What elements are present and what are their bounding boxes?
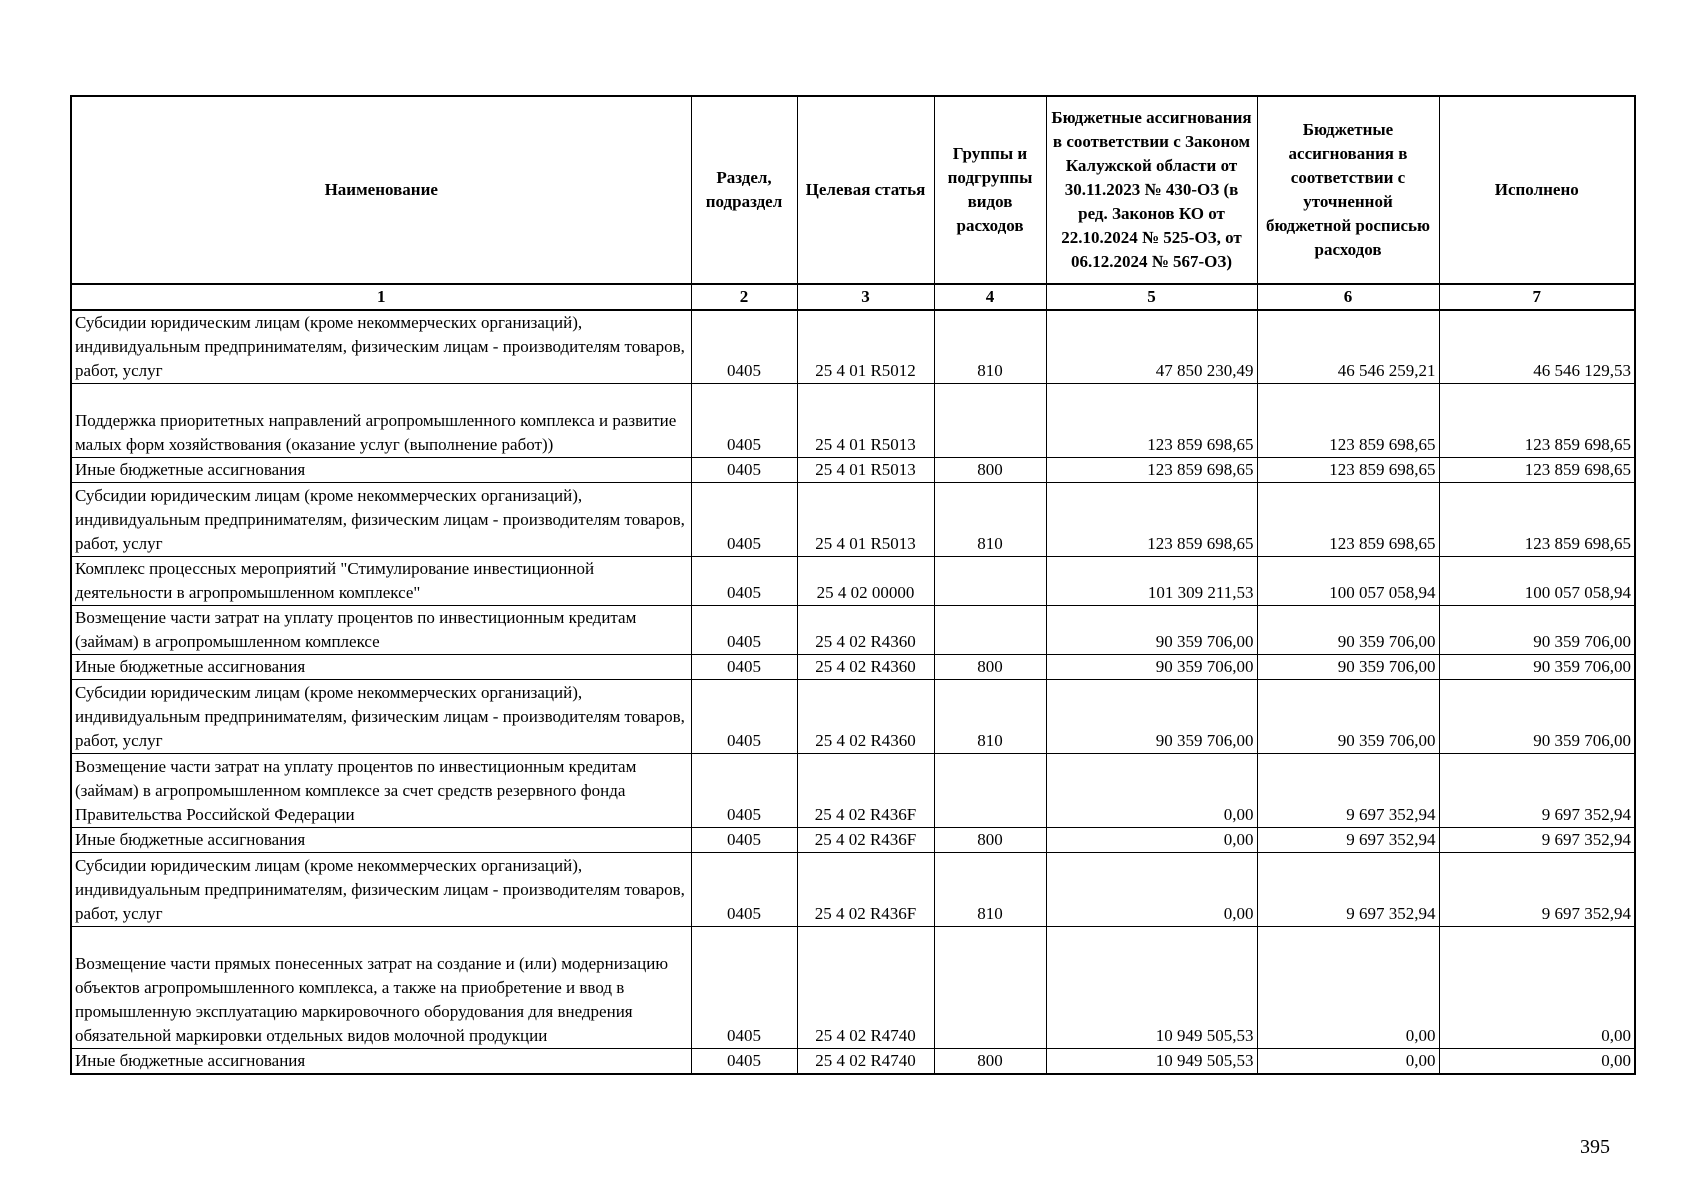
row-plan-amount: 0,00 bbox=[1257, 927, 1439, 1049]
row-law-amount: 47 850 230,49 bbox=[1046, 310, 1257, 384]
table-row bbox=[71, 828, 1635, 853]
row-article: 25 4 02 R4360 bbox=[797, 680, 934, 754]
row-section: 0405 bbox=[691, 1049, 797, 1075]
header-section: Раздел, подраздел bbox=[691, 96, 797, 284]
row-group: 800 bbox=[934, 458, 1046, 483]
row-law-amount: 90 359 706,00 bbox=[1046, 680, 1257, 754]
row-group: 800 bbox=[934, 1049, 1046, 1075]
row-name: Возмещение части затрат на уплату процентов по инвестиционным кредитам (займам) в агропромышленном комплексе bbox=[71, 606, 691, 655]
row-done-amount: 0,00 bbox=[1439, 927, 1635, 1049]
row-name: Субсидии юридическим лицам (кроме некоммерческих организаций), индивидуальным предпринимателям, физическим лицам - производителям товаров, работ, услуг bbox=[71, 310, 691, 384]
budget-table-container bbox=[70, 95, 1636, 1075]
row-section: 0405 bbox=[691, 384, 797, 458]
column-number-row bbox=[71, 284, 1635, 310]
row-done-amount: 90 359 706,00 bbox=[1439, 606, 1635, 655]
row-group: 810 bbox=[934, 680, 1046, 754]
row-done-amount: 100 057 058,94 bbox=[1439, 557, 1635, 606]
row-plan-amount: 9 697 352,94 bbox=[1257, 853, 1439, 927]
header-name: Наименование bbox=[71, 96, 691, 284]
row-law-amount: 0,00 bbox=[1046, 853, 1257, 927]
row-name: Возмещение части прямых понесенных затрат на создание и (или) модернизацию объектов агропромышленного комплекса, а также на приобретение и ввод в промышленную эксплуатацию маркировочного оборудования для внедрения обязательной маркировки отдельных видов молочной продукции bbox=[71, 927, 691, 1049]
row-law-amount: 123 859 698,65 bbox=[1046, 483, 1257, 557]
column-number: 1 bbox=[71, 284, 691, 310]
row-group: 810 bbox=[934, 853, 1046, 927]
column-number: 4 bbox=[934, 284, 1046, 310]
row-name: Субсидии юридическим лицам (кроме некоммерческих организаций), индивидуальным предпринимателям, физическим лицам - производителям товаров, работ, услуг bbox=[71, 680, 691, 754]
row-plan-amount: 9 697 352,94 bbox=[1257, 828, 1439, 853]
row-group bbox=[934, 927, 1046, 1049]
row-done-amount: 90 359 706,00 bbox=[1439, 655, 1635, 680]
row-article: 25 4 02 R4360 bbox=[797, 655, 934, 680]
row-law-amount: 101 309 211,53 bbox=[1046, 557, 1257, 606]
column-number: 5 bbox=[1046, 284, 1257, 310]
row-name: Комплекс процессных мероприятий "Стимулирование инвестиционной деятельности в агропромышленном комплексе" bbox=[71, 557, 691, 606]
row-section: 0405 bbox=[691, 557, 797, 606]
row-name: Иные бюджетные ассигнования bbox=[71, 1049, 691, 1075]
table-row bbox=[71, 458, 1635, 483]
row-section: 0405 bbox=[691, 828, 797, 853]
row-article: 25 4 02 R4740 bbox=[797, 1049, 934, 1075]
row-plan-amount: 90 359 706,00 bbox=[1257, 655, 1439, 680]
row-group: 810 bbox=[934, 310, 1046, 384]
table-row bbox=[71, 384, 1635, 458]
row-article: 25 4 02 R436F bbox=[797, 853, 934, 927]
row-name: Иные бюджетные ассигнования bbox=[71, 828, 691, 853]
row-law-amount: 90 359 706,00 bbox=[1046, 606, 1257, 655]
row-article: 25 4 02 R4360 bbox=[797, 606, 934, 655]
row-done-amount: 0,00 bbox=[1439, 1049, 1635, 1075]
row-group: 800 bbox=[934, 828, 1046, 853]
row-law-amount: 90 359 706,00 bbox=[1046, 655, 1257, 680]
row-plan-amount: 0,00 bbox=[1257, 1049, 1439, 1075]
row-section: 0405 bbox=[691, 927, 797, 1049]
page-number: 395 bbox=[1580, 1136, 1610, 1158]
row-plan-amount: 123 859 698,65 bbox=[1257, 483, 1439, 557]
row-law-amount: 123 859 698,65 bbox=[1046, 384, 1257, 458]
row-group bbox=[934, 557, 1046, 606]
row-article: 25 4 01 R5013 bbox=[797, 483, 934, 557]
row-group bbox=[934, 384, 1046, 458]
row-law-amount: 123 859 698,65 bbox=[1046, 458, 1257, 483]
row-section: 0405 bbox=[691, 458, 797, 483]
row-name: Поддержка приоритетных направлений агропромышленного комплекса и развитие малых форм хозяйствования (оказание услуг (выполнение работ)) bbox=[71, 384, 691, 458]
table-row bbox=[71, 655, 1635, 680]
row-law-amount: 10 949 505,53 bbox=[1046, 1049, 1257, 1075]
row-law-amount: 0,00 bbox=[1046, 754, 1257, 828]
row-section: 0405 bbox=[691, 606, 797, 655]
row-article: 25 4 02 R436F bbox=[797, 828, 934, 853]
column-number: 7 bbox=[1439, 284, 1635, 310]
row-done-amount: 9 697 352,94 bbox=[1439, 828, 1635, 853]
header-target-article: Целевая статья bbox=[797, 96, 934, 284]
row-law-amount: 0,00 bbox=[1046, 828, 1257, 853]
row-name: Иные бюджетные ассигнования bbox=[71, 655, 691, 680]
row-section: 0405 bbox=[691, 655, 797, 680]
table-row bbox=[71, 680, 1635, 754]
row-done-amount: 123 859 698,65 bbox=[1439, 458, 1635, 483]
row-group bbox=[934, 754, 1046, 828]
header-expense-group: Группы и подгруппы видов расходов bbox=[934, 96, 1046, 284]
row-name: Возмещение части затрат на уплату процентов по инвестиционным кредитам (займам) в агропромышленном комплексе за счет средств резервного фонда Правительства Российской Федерации bbox=[71, 754, 691, 828]
column-number: 2 bbox=[691, 284, 797, 310]
row-plan-amount: 90 359 706,00 bbox=[1257, 606, 1439, 655]
row-law-amount: 10 949 505,53 bbox=[1046, 927, 1257, 1049]
table-row bbox=[71, 483, 1635, 557]
row-group: 810 bbox=[934, 483, 1046, 557]
row-section: 0405 bbox=[691, 853, 797, 927]
budget-table bbox=[70, 95, 1636, 1075]
row-section: 0405 bbox=[691, 754, 797, 828]
table-row bbox=[71, 606, 1635, 655]
row-section: 0405 bbox=[691, 680, 797, 754]
row-plan-amount: 9 697 352,94 bbox=[1257, 754, 1439, 828]
table-row bbox=[71, 927, 1635, 1049]
table-row bbox=[71, 557, 1635, 606]
row-plan-amount: 123 859 698,65 bbox=[1257, 458, 1439, 483]
row-group: 800 bbox=[934, 655, 1046, 680]
table-row bbox=[71, 310, 1635, 384]
row-name: Иные бюджетные ассигнования bbox=[71, 458, 691, 483]
row-article: 25 4 02 00000 bbox=[797, 557, 934, 606]
row-name: Субсидии юридическим лицам (кроме некоммерческих организаций), индивидуальным предпринимателям, физическим лицам - производителям товаров, работ, услуг bbox=[71, 483, 691, 557]
column-number: 3 bbox=[797, 284, 934, 310]
table-row bbox=[71, 754, 1635, 828]
row-done-amount: 9 697 352,94 bbox=[1439, 754, 1635, 828]
header-law-allocation: Бюджетные ассигнования в соответствии с Законом Калужской области от 30.11.2023 № 430-ОЗ (в ред. Законов КО от 22.10.2024 № 525-ОЗ, от 06.12.2024 № 567-ОЗ) bbox=[1046, 96, 1257, 284]
table-header-row bbox=[71, 96, 1635, 284]
header-refined-allocation: Бюджетные ассигнования в соответствии с уточненной бюджетной росписью расходов bbox=[1257, 96, 1439, 284]
row-article: 25 4 01 R5012 bbox=[797, 310, 934, 384]
table-row bbox=[71, 853, 1635, 927]
row-group bbox=[934, 606, 1046, 655]
row-plan-amount: 90 359 706,00 bbox=[1257, 680, 1439, 754]
row-section: 0405 bbox=[691, 483, 797, 557]
row-section: 0405 bbox=[691, 310, 797, 384]
row-article: 25 4 02 R4740 bbox=[797, 927, 934, 1049]
row-done-amount: 90 359 706,00 bbox=[1439, 680, 1635, 754]
row-done-amount: 9 697 352,94 bbox=[1439, 853, 1635, 927]
row-done-amount: 123 859 698,65 bbox=[1439, 384, 1635, 458]
header-executed: Исполнено bbox=[1439, 96, 1635, 284]
row-plan-amount: 123 859 698,65 bbox=[1257, 384, 1439, 458]
row-done-amount: 123 859 698,65 bbox=[1439, 483, 1635, 557]
row-article: 25 4 01 R5013 bbox=[797, 384, 934, 458]
row-article: 25 4 01 R5013 bbox=[797, 458, 934, 483]
row-done-amount: 46 546 129,53 bbox=[1439, 310, 1635, 384]
row-name: Субсидии юридическим лицам (кроме некоммерческих организаций), индивидуальным предпринимателям, физическим лицам - производителям товаров, работ, услуг bbox=[71, 853, 691, 927]
row-article: 25 4 02 R436F bbox=[797, 754, 934, 828]
row-plan-amount: 46 546 259,21 bbox=[1257, 310, 1439, 384]
column-number: 6 bbox=[1257, 284, 1439, 310]
table-row bbox=[71, 1049, 1635, 1075]
row-plan-amount: 100 057 058,94 bbox=[1257, 557, 1439, 606]
